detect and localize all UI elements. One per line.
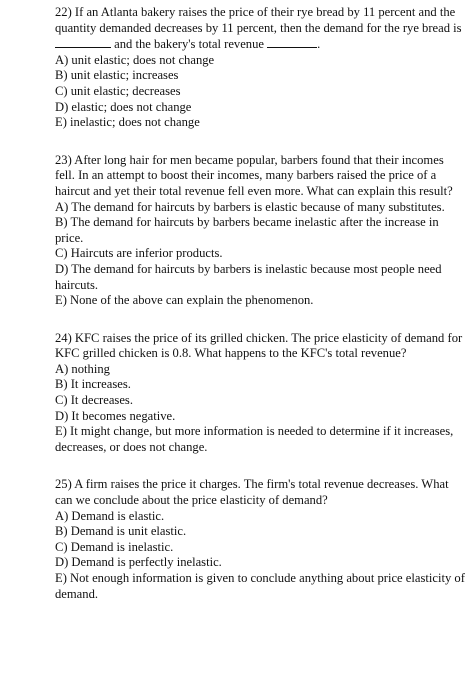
question-25-option-c: C) Demand is inelastic. <box>55 539 174 554</box>
question-25-option-d: D) Demand is perfectly inelastic. <box>55 555 222 570</box>
question-22-option-e: E) inelastic; does not change <box>55 115 200 130</box>
question-22-option-c: C) unit elastic; decreases <box>55 83 181 98</box>
question-22 <box>55 5 465 131</box>
question-22-stem-part-1: 22) If an Atlanta bakery raises the price of their rye bread by 11 percent and the quantity demanded decreases by 11 percent, then the demand for the rye bread is <box>55 5 462 35</box>
question-23-option-b: B) The demand for haircuts by barbers became inelastic after the increase in price. <box>55 215 439 245</box>
question-25 <box>55 477 465 602</box>
question-22-stem-part-2: and the bakery's total revenue <box>114 37 264 52</box>
question-23-option-a: A) The demand for haircuts by barbers is elastic because of many substitutes. <box>55 199 445 214</box>
question-23-stem: 23) After long hair for men became popular, barbers found that their incomes fell. In an attempt to boost their incomes, many barbers raised the price of a haircut and yet their total revenue fell even more. What can explain this result? <box>55 152 453 198</box>
question-22-stem-part-3: . <box>317 37 321 52</box>
question-23 <box>55 153 465 309</box>
question-24-option-c: C) It decreases. <box>55 393 133 408</box>
answer-blank-1 <box>55 36 111 48</box>
document-page <box>55 5 465 602</box>
question-22-option-d: D) elastic; does not change <box>55 99 192 114</box>
question-23-option-c: C) Haircuts are inferior products. <box>55 246 223 261</box>
question-23-option-e: E) None of the above can explain the phenomenon. <box>55 293 314 308</box>
question-22-option-a: A) unit elastic; does not change <box>55 52 215 67</box>
question-22-option-b: B) unit elastic; increases <box>55 68 179 83</box>
question-24-option-a: A) nothing <box>55 361 110 376</box>
question-25-option-a: A) Demand is elastic. <box>55 508 165 523</box>
question-23-option-d: D) The demand for haircuts by barbers is inelastic because most people need haircuts. <box>55 261 442 292</box>
question-25-option-b: B) Demand is unit elastic. <box>55 524 187 539</box>
question-25-stem: 25) A firm raises the price it charges. The firm's total revenue decreases. What can we conclude about the price elasticity of demand? <box>55 477 449 508</box>
question-24-option-b: B) It increases. <box>55 377 131 392</box>
question-24-option-d: D) It becomes negative. <box>55 408 176 423</box>
question-22-stem <box>55 5 465 53</box>
question-24-option-e: E) It might change, but more information is needed to determine if it increases, decreases, or does not change. <box>55 424 454 454</box>
question-24-stem: 24) KFC raises the price of its grilled chicken. The price elasticity of demand for KFC grilled chicken is 0.8. What happens to the KFC's total revenue? <box>55 330 463 361</box>
question-24 <box>55 331 465 456</box>
question-25-option-e: E) Not enough information is given to conclude anything about price elasticity of demand. <box>55 571 465 601</box>
answer-blank-2 <box>267 36 317 48</box>
